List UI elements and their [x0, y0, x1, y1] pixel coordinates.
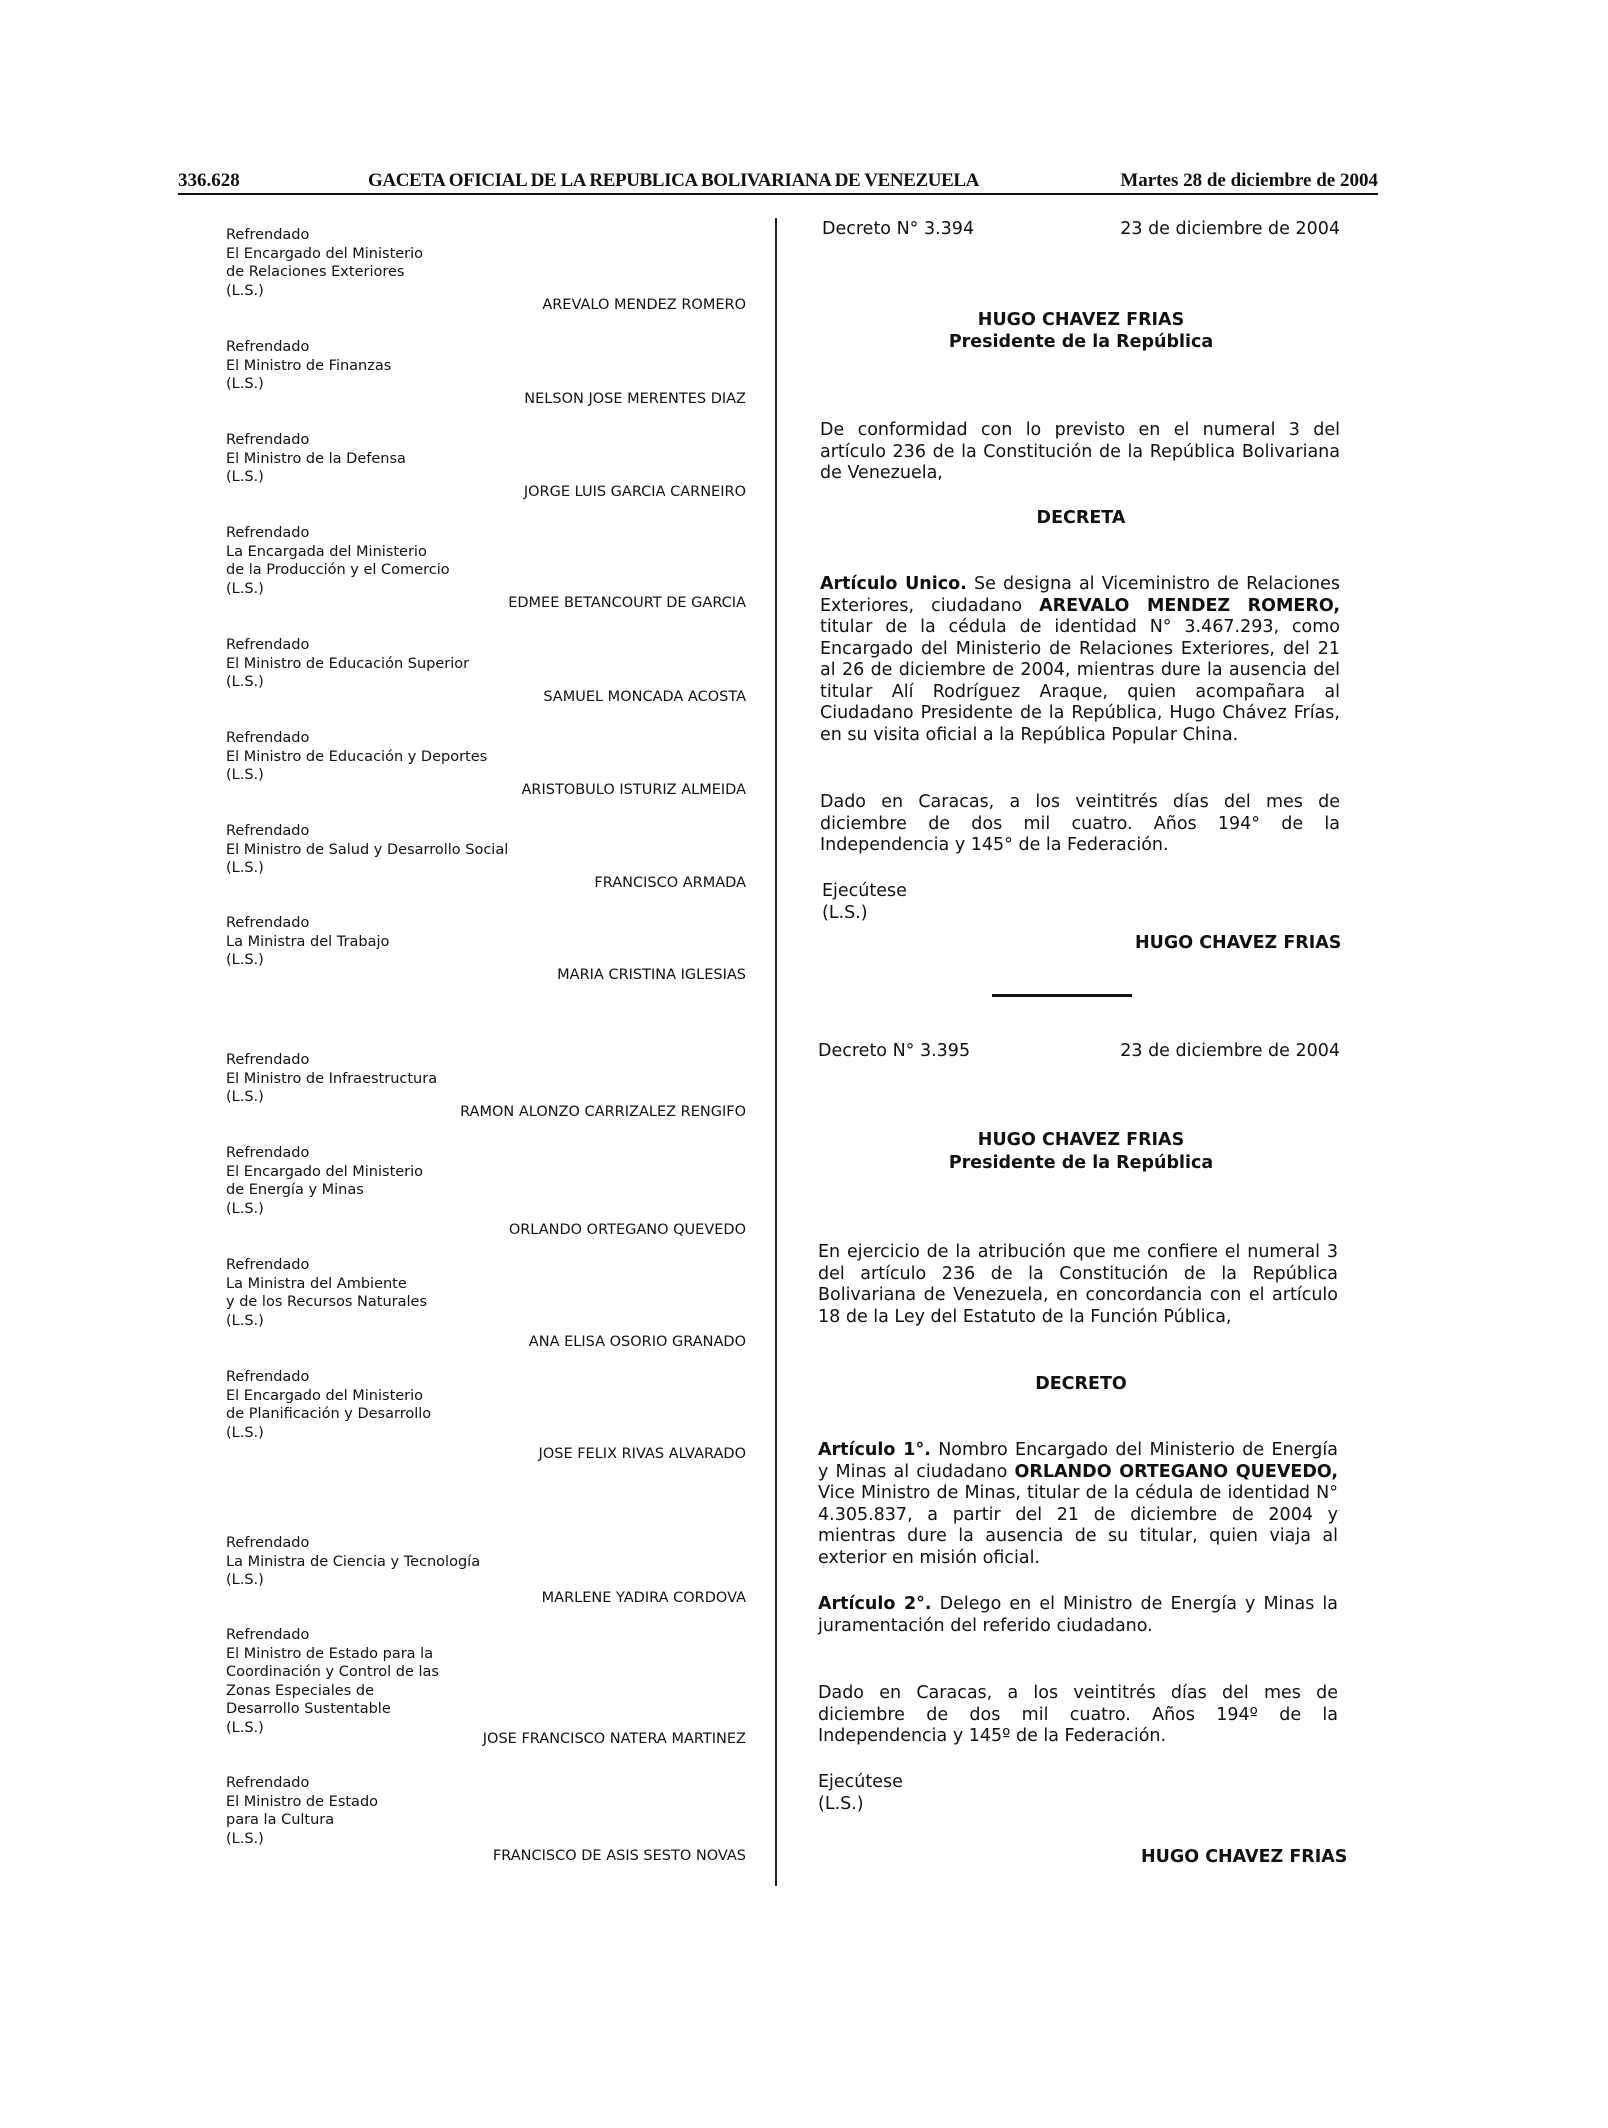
countersign-entry: Refrendado El Ministro de Estado para la Coordinación y Control de las Zonas Especiales de Desarrollo Sustentable (L.S.) JOSE FRANCISCO NATERA MARTINEZ [226, 1627, 746, 1747]
decree-number: Decreto N° 3.395 [818, 1041, 971, 1061]
minister-name: AREVALO MENDEZ ROMERO [542, 297, 746, 313]
decree-separator [992, 994, 1132, 997]
decree-date: 23 de diciembre de 2004 [1120, 1041, 1340, 1061]
header-date: Martes 28 de diciembre de 2004 [1120, 170, 1378, 191]
minister-name: FRANCISCO ARMADA [594, 875, 746, 891]
decree-given: Dado en Caracas, a los veintitrés días del mes de diciembre de dos mil cuatro. Años 194° de la Independencia y 145° de la Federación. [820, 792, 1340, 855]
minister-name: FRANCISCO DE ASIS SESTO NOVAS [492, 1848, 746, 1864]
countersign-entry: Refrendado El Ministro de Finanzas (L.S.) NELSON JOSE MERENTES DIAZ [226, 339, 746, 407]
article-label: Artículo 2°. [818, 1594, 932, 1614]
column-divider [775, 218, 777, 1886]
decree-heading: DECRETO [1035, 1374, 1127, 1394]
decree-preamble: De conformidad con lo previsto en el numeral 3 del artículo 236 de la Constitución de la República Bolivariana de Venezuela, [820, 420, 1340, 483]
minister-name: NELSON JOSE MERENTES DIAZ [524, 391, 746, 407]
countersign-entry: Refrendado El Ministro de Salud y Desarrollo Social (L.S.) FRANCISCO ARMADA [226, 823, 746, 891]
decree-given: Dado en Caracas, a los veintitrés días del mes de diciembre de dos mil cuatro. Años 194º de la Independencia y 145º de la Federación. [818, 1683, 1338, 1746]
minister-name: EDMEE BETANCOURT DE GARCIA [508, 595, 746, 611]
decree-heading: DECRETA [1036, 508, 1126, 528]
minister-name: JOSE FRANCISCO NATERA MARTINEZ [482, 1731, 746, 1747]
countersign-entry: Refrendado La Ministra del Ambiente y de los Recursos Naturales (L.S.) ANA ELISA OSORIO GRANADO [226, 1257, 746, 1350]
ls-label: (L.S.) [818, 1794, 864, 1814]
decree-number: Decreto N° 3.394 [822, 219, 975, 239]
article-label: Artículo Unico. [820, 574, 967, 594]
countersign-entry: Refrendado El Ministro de Educación Superior (L.S.) SAMUEL MONCADA ACOSTA [226, 637, 746, 705]
article-label: Artículo 1°. [818, 1440, 931, 1460]
minister-name: ARISTOBULO ISTURIZ ALMEIDA [521, 782, 746, 798]
minister-name: MARLENE YADIRA CORDOVA [541, 1590, 746, 1606]
president-name: HUGO CHAVEZ FRIAS [977, 1130, 1185, 1150]
president-title: Presidente de la República [948, 1153, 1214, 1173]
countersign-entry: Refrendado El Ministro de Educación y Deportes (L.S.) ARISTOBULO ISTURIZ ALMEIDA [226, 730, 746, 798]
signature: HUGO CHAVEZ FRIAS [1135, 933, 1342, 953]
minister-name: RAMON ALONZO CARRIZALEZ RENGIFO [460, 1104, 746, 1120]
minister-name: JORGE LUIS GARCIA CARNEIRO [523, 484, 746, 500]
countersign-entry: Refrendado El Encargado del Ministerio de Energía y Minas (L.S.) ORLANDO ORTEGANO QUEVEDO [226, 1145, 746, 1238]
president-name: HUGO CHAVEZ FRIAS [977, 310, 1185, 330]
minister-name: ORLANDO ORTEGANO QUEVEDO [508, 1222, 746, 1238]
countersign-entry: Refrendado La Encargada del Ministerio de la Producción y el Comercio (L.S.) EDMEE BETANCOURT DE GARCIA [226, 525, 746, 611]
countersign-entry: Refrendado La Ministra del Trabajo (L.S.) MARIA CRISTINA IGLESIAS [226, 915, 746, 983]
ls-label: (L.S.) [822, 903, 868, 923]
countersign-entry: Refrendado El Ministro de Estado para la Cultura (L.S.) FRANCISCO DE ASIS SESTO NOVAS [226, 1775, 746, 1864]
countersign-entry: Refrendado El Encargado del Ministerio de Relaciones Exteriores (L.S.) AREVALO MENDEZ ROMERO [226, 227, 746, 313]
minister-name: JOSE FELIX RIVAS ALVARADO [538, 1446, 746, 1462]
minister-name: MARIA CRISTINA IGLESIAS [557, 967, 746, 983]
designee-name: ORLANDO ORTEGANO QUEVEDO, [1014, 1461, 1339, 1482]
header-rule [178, 193, 1378, 195]
countersign-entry: Refrendado El Encargado del Ministerio de Planificación y Desarrollo (L.S.) JOSE FELIX RIVAS ALVARADO [226, 1369, 746, 1462]
designee-name: AREVALO MENDEZ ROMERO, [1039, 595, 1340, 616]
page-header [178, 170, 1378, 200]
signature: HUGO CHAVEZ FRIAS [1141, 1847, 1348, 1867]
countersign-entry: Refrendado La Ministra de Ciencia y Tecnología (L.S.) MARLENE YADIRA CORDOVA [226, 1535, 746, 1606]
decree-article: Artículo Unico. Se designa al Viceministro de Relaciones Exteriores, ciudadano AREVALO MENDEZ ROMERO, titular de la cédula de identidad N° 3.467.293, como Encargado del Ministerio de Relaciones Exteriores, del 21 al 26 de diciembre de 2004, mientras dure la ausencia del titular Alí Rodríguez Araque, quien acompañara al Ciudadano Presidente de la República, Hugo Chávez Frías, en su visita oficial a la República Popular China. [820, 574, 1341, 745]
page-number: 336.628 [178, 170, 240, 191]
decree-preamble: En ejercicio de la atribución que me confiere el numeral 3 del artículo 236 de la Constitución de la República Bolivariana de Venezuela, en concordancia con el artículo 18 de la Ley del Estatuto de la Función Pública, [818, 1242, 1338, 1327]
decree-date: 23 de diciembre de 2004 [1120, 219, 1340, 239]
execute-label: Ejecútese [822, 881, 907, 901]
countersign-entry: Refrendado El Ministro de la Defensa (L.S.) JORGE LUIS GARCIA CARNEIRO [226, 432, 746, 500]
decree-article: Artículo 1°. Nombro Encargado del Ministerio de Energía y Minas al ciudadano ORLANDO ORTEGANO QUEVEDO, Vice Ministro de Minas, titular de la cédula de identidad N° 4.305.837, a partir del 21 de diciembre de 2004 y mientras dure la ausencia de su titular, quien viaja al exterior en misión oficial. [818, 1440, 1339, 1568]
minister-name: SAMUEL MONCADA ACOSTA [543, 689, 746, 705]
minister-name: ANA ELISA OSORIO GRANADO [528, 1334, 746, 1350]
execute-label: Ejecútese [818, 1772, 903, 1792]
decree-article: Artículo 2°. Delego en el Ministro de Energía y Minas la juramentación del referido ciudadano. [818, 1594, 1339, 1636]
countersign-entry: Refrendado El Ministro de Infraestructura (L.S.) RAMON ALONZO CARRIZALEZ RENGIFO [226, 1052, 746, 1120]
gazette-title: GACETA OFICIAL DE LA REPUBLICA BOLIVARIANA DE VENEZUELA [368, 170, 979, 191]
president-title: Presidente de la República [948, 332, 1214, 352]
